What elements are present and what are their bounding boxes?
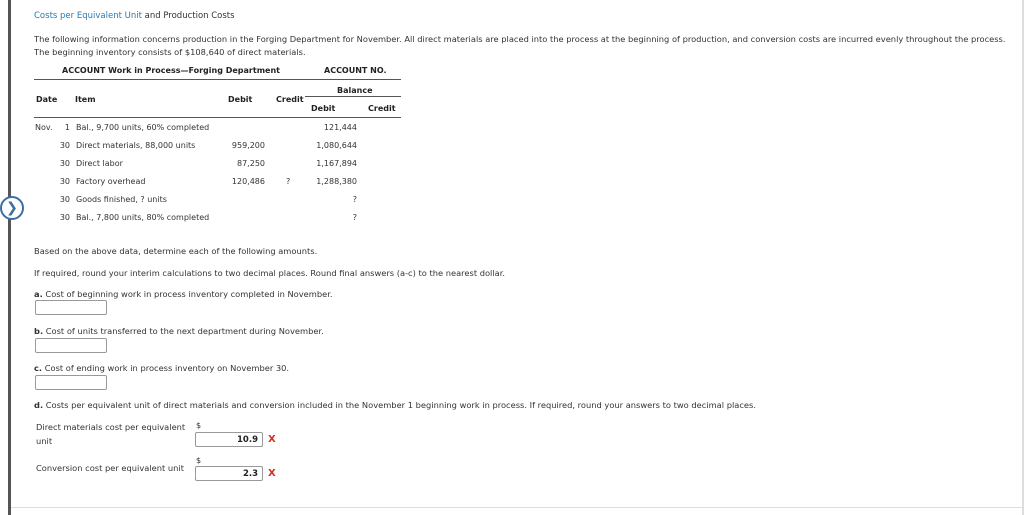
question-d-letter: d.: [34, 400, 44, 410]
instructions-line-1: Based on the above data, determine each of the following amounts.: [34, 246, 318, 256]
ledger-top-rule: [34, 79, 401, 80]
dm-cost-label: Direct materials cost per equivalent: [36, 422, 186, 432]
balance-rule: [305, 96, 401, 97]
question-d: [34, 400, 756, 410]
breadcrumb-rest: and Production Costs: [144, 11, 235, 21]
row-day: 30: [59, 159, 70, 168]
row-day: 30: [59, 195, 70, 204]
row-item: Factory overhead: [76, 177, 146, 186]
row-debit: 120,486: [231, 177, 265, 186]
balance-credit-header: Credit: [368, 104, 396, 113]
row-day: 1: [64, 123, 70, 132]
month-label: Nov.: [35, 123, 53, 132]
instructions-line-2: If required, round your interim calculations to two decimal places. Round final answers (a-c) to the nearest dollar.: [34, 268, 506, 278]
incorrect-x-icon: X: [268, 434, 276, 445]
balance-debit-header: Debit: [311, 104, 336, 113]
question-a-letter: a.: [34, 289, 43, 299]
question-b-letter: b.: [34, 326, 44, 336]
row-balance-debit: 1,288,380: [316, 177, 357, 186]
row-debit: 87,250: [237, 159, 265, 168]
row-item: Bal., 7,800 units, 80% completed: [76, 213, 210, 222]
currency-symbol: $: [196, 421, 202, 430]
breadcrumb: [34, 11, 235, 21]
dm-cost-label-cont: unit: [36, 436, 53, 446]
answer-a-input[interactable]: [35, 300, 107, 315]
question-b: [34, 326, 324, 336]
row-item: Goods finished, ? units: [76, 195, 167, 204]
row-credit: ?: [286, 177, 291, 186]
balance-header: Balance: [337, 86, 373, 95]
question-a-text: Cost of beginning work in process inventory completed in November.: [45, 289, 333, 299]
row-item: Bal., 9,700 units, 60% completed: [76, 123, 210, 132]
currency-symbol: $: [196, 456, 202, 465]
row-day: 30: [59, 141, 70, 150]
question-d-text: Costs per equivalent unit of direct materials and conversion included in the November 1 beginning work in process. If required, round your answers to two decimal places.: [45, 400, 756, 410]
incorrect-x-icon: X: [268, 468, 276, 479]
ledger-header-rule: [34, 117, 401, 118]
row-item: Direct materials, 88,000 units: [76, 141, 196, 150]
row-balance-debit: 121,444: [323, 123, 357, 132]
debit-header: Debit: [228, 95, 253, 104]
credit-header: Credit: [276, 95, 304, 104]
row-balance-debit: 1,080,644: [316, 141, 357, 150]
next-chevron-icon[interactable]: ❯: [0, 196, 24, 220]
date-header: Date: [36, 95, 58, 104]
row-balance-debit: ?: [352, 213, 357, 222]
account-number-label: ACCOUNT NO.: [324, 66, 387, 75]
conversion-cost-label: Conversion cost per equivalent unit: [36, 463, 184, 473]
bottom-divider: [11, 507, 1022, 508]
row-day: 30: [59, 177, 70, 186]
row-balance-debit: ?: [352, 195, 357, 204]
question-b-text: Cost of units transferred to the next department during November.: [45, 326, 324, 336]
item-header: Item: [75, 95, 96, 104]
question-c-text: Cost of ending work in process inventory on November 30.: [44, 363, 290, 373]
row-debit: 959,200: [231, 141, 265, 150]
left-border: [8, 0, 11, 515]
question-a: [34, 289, 333, 299]
row-day: 30: [59, 213, 70, 222]
conversion-cost-input[interactable]: [195, 466, 263, 481]
breadcrumb-link[interactable]: Costs per Equivalent Unit: [34, 11, 142, 21]
row-balance-debit: 1,167,894: [316, 159, 357, 168]
answer-b-input[interactable]: [35, 338, 107, 353]
answer-c-input[interactable]: [35, 375, 107, 390]
problem-intro: The following information concerns production in the Forging Department for November. All direct materials are placed into the process at the beginning of production, and conversion costs are incurred evenly throughout the process. The beginning inventory consists of $108,640 of direct materials.: [34, 34, 1006, 57]
question-c-letter: c.: [34, 363, 43, 373]
question-c: [34, 363, 289, 373]
account-title: ACCOUNT Work in Process—Forging Department: [62, 66, 280, 75]
dm-cost-input[interactable]: [195, 432, 263, 447]
row-item: Direct labor: [76, 159, 123, 168]
